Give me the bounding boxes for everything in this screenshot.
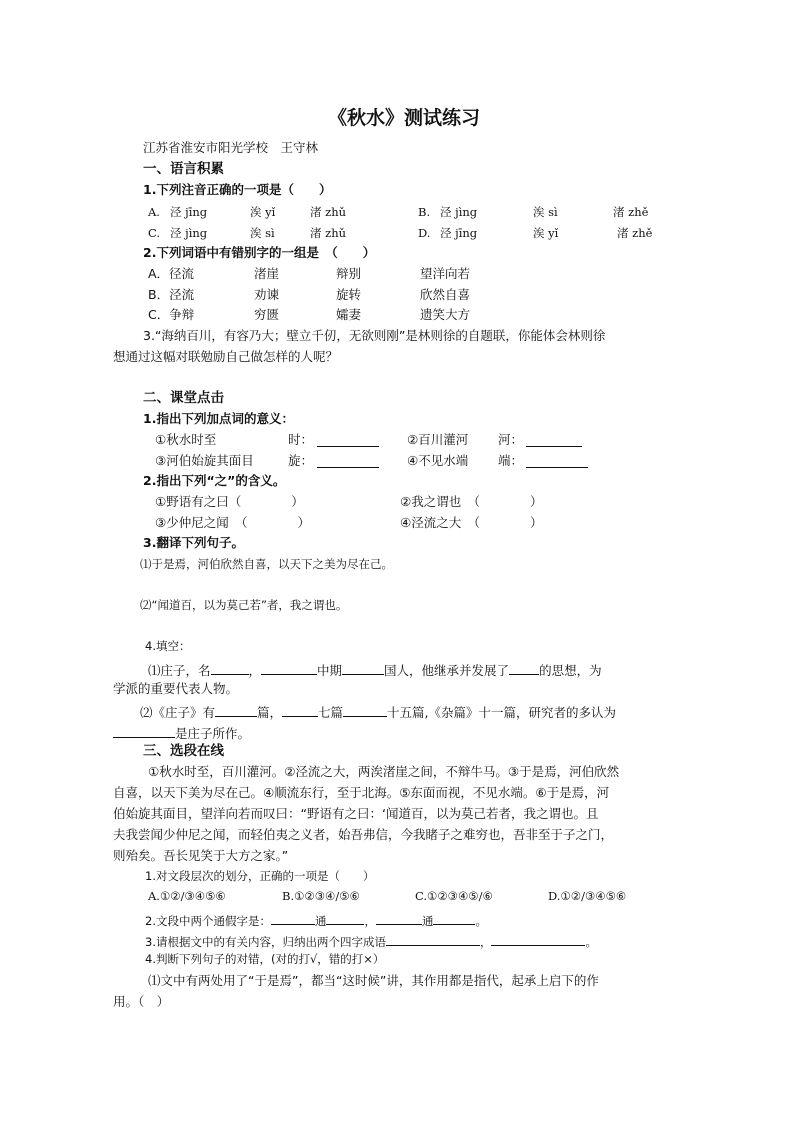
option-text: A．径流 xyxy=(148,266,195,281)
fill-line xyxy=(113,725,250,741)
item-text: ③少仲尼之闻 （ ） xyxy=(155,515,310,530)
question-text: 用。（ ） xyxy=(113,994,170,1009)
answer-blank[interactable] xyxy=(317,455,379,468)
passage-line: 伯始旋其面目，望洋向若而叹曰：“野语有之曰：‘闻道百，以为莫己若者，我之谓也。且 xyxy=(113,806,599,821)
passage-line: 夫我尝闻少仲尼之闻，而轻伯夷之义者，始吾弗信，今我睹子之难穷也，吾非至于子之门， xyxy=(113,827,614,842)
answer-blank[interactable] xyxy=(526,434,582,447)
answer-blank[interactable] xyxy=(215,704,257,717)
fill-text: 通 xyxy=(421,914,434,928)
fill-text: 。 xyxy=(585,935,597,949)
option-text: 泾 jìng xyxy=(170,226,208,240)
option-text: 涘 sì xyxy=(533,205,558,219)
fill-text: ⑴庄子，名 xyxy=(148,663,211,678)
option-text: 穷匮 xyxy=(254,307,280,322)
option-text: 渚 zhǔ xyxy=(310,205,347,219)
fill-line xyxy=(145,933,597,949)
question-stem: 2.下列词语中有错别字的一组是 （ ） xyxy=(143,245,376,260)
answer-blank[interactable] xyxy=(386,933,480,946)
item-word: 端： xyxy=(498,453,524,468)
fill-text: ， xyxy=(364,914,376,928)
passage-line: 自喜，以天下美为尽在己。④顺流东行，至于北海。⑤东面而视，不见水端。⑥于是焉，河 xyxy=(113,785,610,800)
sentence-text: ⑴于是焉，河伯欣然自喜，以天下之美为尽在己。 xyxy=(140,557,393,571)
fill-text: ⑵《庄子》有 xyxy=(140,705,216,720)
option-text: 欣然自喜 xyxy=(420,287,471,302)
option-text: 孀妻 xyxy=(336,307,362,322)
option-text: 旋转 xyxy=(336,287,362,302)
section-heading: 二、课堂点击 xyxy=(143,390,224,406)
option-text: 望洋向若 xyxy=(420,266,471,281)
option-text: 泾 jīng xyxy=(170,205,208,219)
fill-text: 中期 xyxy=(317,663,343,678)
fill-text: 学派的重要代表人物。 xyxy=(113,681,239,696)
answer-blank[interactable] xyxy=(211,662,249,675)
item-text: ③河伯始旋其面目 xyxy=(155,453,254,468)
passage-line: 则殆矣。吾长见笑于大方之家。” xyxy=(113,848,289,863)
question-text: ⑴文中有两处用了“于是焉”，都当“这时候”讲，其作用都是指代，起承上启下的作 xyxy=(148,973,599,988)
fill-text: 通 xyxy=(314,914,327,928)
option-label: D. xyxy=(418,226,431,240)
answer-blank[interactable] xyxy=(433,912,475,925)
option-text: 辩别 xyxy=(336,266,362,281)
option-text: 涘 yǐ xyxy=(533,226,559,240)
option-text: B.①②③④/⑤⑥ xyxy=(282,889,360,903)
option-text: A.①②/③④⑤⑥ xyxy=(148,889,226,903)
option-text: 泾 jìng xyxy=(440,205,478,219)
answer-blank[interactable] xyxy=(113,725,175,738)
item-word: 时： xyxy=(288,432,314,447)
answer-blank[interactable] xyxy=(271,912,315,925)
fill-text: 3.请根据文中的有关内容，归纳出两个四字成语 xyxy=(145,935,386,949)
fill-text: ， xyxy=(479,935,492,949)
fill-text: 十五篇,《杂篇》十一篇，研究者的多认为 xyxy=(387,705,617,720)
answer-blank[interactable] xyxy=(342,662,384,675)
answer-blank[interactable] xyxy=(282,704,318,717)
answer-blank[interactable] xyxy=(491,933,585,946)
question-stem: 1.下列注音正确的一项是（ ） xyxy=(143,182,332,197)
answer-blank[interactable] xyxy=(326,912,364,925)
author-line: 江苏省淮安市阳光学校 王守林 xyxy=(143,140,319,155)
fill-text: 国人，他继承并发展了 xyxy=(384,663,510,678)
fill-text: 2.文段中两个通假字是： xyxy=(145,914,271,928)
question-stem: 2.指出下列“之”的含义。 xyxy=(143,473,286,488)
fill-text: 是庄子所作。 xyxy=(175,726,251,741)
fill-text: 篇， xyxy=(257,705,283,720)
option-text: 涘 yǐ xyxy=(250,205,276,219)
option-text: 遗笑大方 xyxy=(420,307,471,322)
item-text: ④不见水端 xyxy=(407,453,469,468)
option-text: 涘 sì xyxy=(250,226,275,240)
answer-blank[interactable] xyxy=(376,912,422,925)
question-stem: 4.判断下列句子的对错，(对的打√，错的打×） xyxy=(145,952,385,966)
option-text: B．泾流 xyxy=(148,287,195,302)
fill-text: 七篇 xyxy=(318,705,344,720)
item-text: ①秋水时至 xyxy=(155,432,217,447)
item-text: ①野语有之曰（ ） xyxy=(155,494,304,509)
item-text: ④泾流之大 （ ） xyxy=(400,515,543,530)
section-heading: 三、选段在线 xyxy=(143,743,224,759)
fill-line xyxy=(140,704,616,720)
answer-blank[interactable] xyxy=(526,455,588,468)
option-text: 劝谏 xyxy=(254,287,280,302)
item-text: ②百川灌河 xyxy=(407,432,469,447)
option-text: D.①②/③④⑤⑥ xyxy=(548,889,627,903)
option-label: A. xyxy=(148,205,160,219)
question-text: 想通过这幅对联勉励自己做怎样的人呢？ xyxy=(113,349,339,364)
page-title: 《秋水》测试练习 xyxy=(328,107,481,129)
option-text: 渚 zhǔ xyxy=(310,226,347,240)
question-stem: 3.翻译下列句子。 xyxy=(143,535,244,550)
option-label: C. xyxy=(148,226,161,240)
question-stem: 4.填空： xyxy=(145,639,191,653)
answer-blank[interactable] xyxy=(317,434,379,447)
fill-line xyxy=(145,912,487,928)
option-text: 渚崖 xyxy=(254,266,280,281)
passage-line: ①秋水时至，百川灌河。②泾流之大，两涘渚崖之间，不辩牛马。③于是焉，河伯欣然 xyxy=(148,764,620,779)
question-text: 3.“海纳百川，有容乃大；壁立千仞，无欲则刚”是林则徐的自题联，你能体会林则徐 xyxy=(143,328,606,343)
option-text: 渚 zhě xyxy=(617,226,653,240)
fill-text: ， xyxy=(248,663,262,678)
sentence-text: ⑵“闻道百，以为莫己若”者，我之谓也。 xyxy=(140,598,348,612)
option-text: 渚 zhě xyxy=(613,205,649,219)
section-heading: 一、语言积累 xyxy=(143,161,224,177)
fill-text: 。 xyxy=(475,914,487,928)
option-text: C.①②③④⑤/⑥ xyxy=(415,889,493,903)
option-text: 泾 jīng xyxy=(440,226,478,240)
answer-blank[interactable] xyxy=(509,662,539,675)
option-label: B. xyxy=(418,205,431,219)
item-word: 河： xyxy=(498,432,524,447)
option-text: C．争辩 xyxy=(148,307,195,322)
item-text: ②我之谓也 （ ） xyxy=(400,494,543,509)
item-word: 旋： xyxy=(288,453,314,468)
answer-blank[interactable] xyxy=(261,662,317,675)
question-stem: 1.对文段层次的划分，正确的一项是（ ） xyxy=(145,869,375,883)
fill-text: 的思想，为 xyxy=(539,663,602,678)
question-stem: 1.指出下列加点词的意义： xyxy=(143,411,294,426)
answer-blank[interactable] xyxy=(343,704,387,717)
fill-line xyxy=(148,662,602,678)
